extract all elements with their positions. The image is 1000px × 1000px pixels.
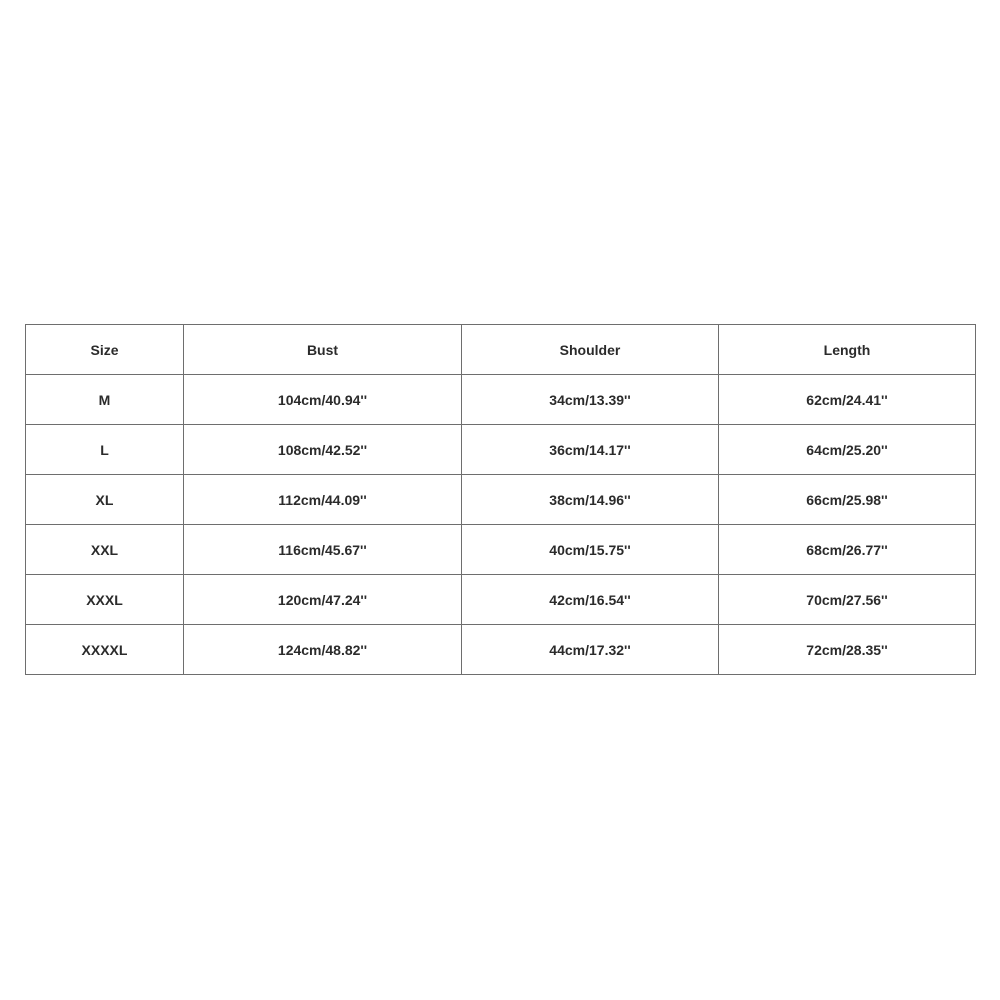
shoulder-cell: 36cm/14.17'' (462, 425, 719, 475)
size-chart-table (25, 324, 976, 675)
size-cell: XXXXL (26, 625, 184, 675)
size-cell: M (26, 375, 184, 425)
bust-cell: 116cm/45.67'' (184, 525, 462, 575)
length-cell: 64cm/25.20'' (719, 425, 976, 475)
table-row (26, 525, 976, 575)
length-cell: 62cm/24.41'' (719, 375, 976, 425)
size-cell: L (26, 425, 184, 475)
header-size: Size (26, 325, 184, 375)
header-shoulder: Shoulder (462, 325, 719, 375)
bust-cell: 108cm/42.52'' (184, 425, 462, 475)
length-cell: 66cm/25.98'' (719, 475, 976, 525)
bust-cell: 104cm/40.94'' (184, 375, 462, 425)
shoulder-cell: 42cm/16.54'' (462, 575, 719, 625)
table-row (26, 425, 976, 475)
shoulder-cell: 40cm/15.75'' (462, 525, 719, 575)
size-cell: XXL (26, 525, 184, 575)
header-length: Length (719, 325, 976, 375)
bust-cell: 120cm/47.24'' (184, 575, 462, 625)
length-cell: 68cm/26.77'' (719, 525, 976, 575)
size-cell: XXXL (26, 575, 184, 625)
table-row (26, 575, 976, 625)
table-row (26, 475, 976, 525)
bust-cell: 124cm/48.82'' (184, 625, 462, 675)
size-cell: XL (26, 475, 184, 525)
table-row (26, 625, 976, 675)
bust-cell: 112cm/44.09'' (184, 475, 462, 525)
shoulder-cell: 34cm/13.39'' (462, 375, 719, 425)
length-cell: 70cm/27.56'' (719, 575, 976, 625)
header-row (26, 325, 976, 375)
header-bust: Bust (184, 325, 462, 375)
table-row (26, 375, 976, 425)
shoulder-cell: 44cm/17.32'' (462, 625, 719, 675)
length-cell: 72cm/28.35'' (719, 625, 976, 675)
shoulder-cell: 38cm/14.96'' (462, 475, 719, 525)
